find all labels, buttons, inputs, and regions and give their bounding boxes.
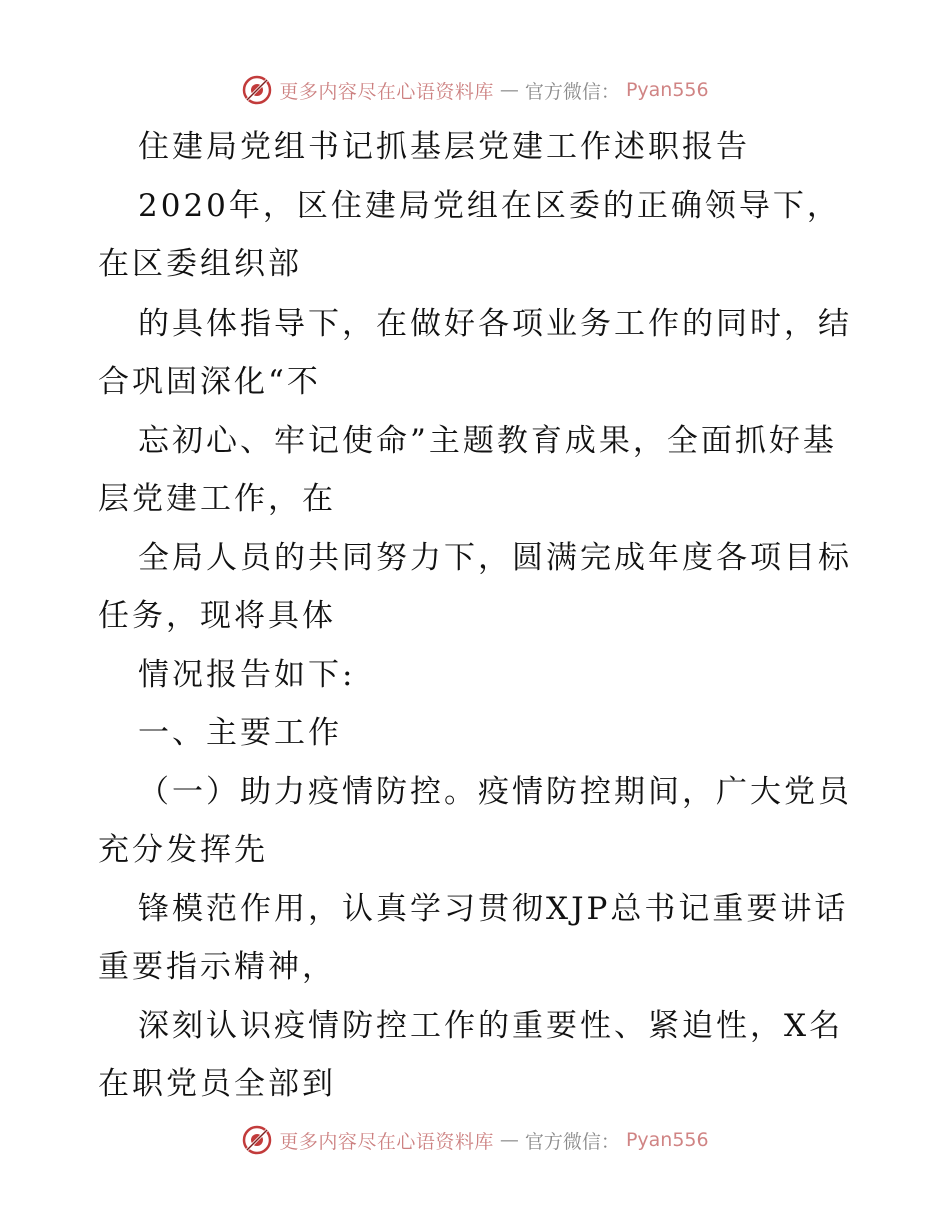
watermark-separator: —	[499, 1129, 519, 1151]
paragraph-line: 的具体指导下，在做好各项业务工作的同时，结	[138, 306, 852, 342]
paragraph-line: 锋模范作用，认真学习贯彻XJP总书记重要讲话	[138, 891, 849, 927]
paragraph-line: 全局人员的共同努力下，圆满完成年度各项目标	[138, 540, 852, 576]
watermark-separator: —	[499, 79, 519, 101]
paragraph-line: 重要指示精神，	[98, 949, 336, 985]
paragraph-line: 充分发挥先	[98, 832, 268, 868]
watermark-brand-text: 更多内容尽在心语资料库	[279, 80, 494, 103]
watermark-brand-text: 更多内容尽在心语资料库	[279, 1130, 494, 1153]
watermark-account-id: Pyan556	[625, 1129, 709, 1151]
paragraph-line: 深刻认识疫情防控工作的重要性、紧迫性，X名	[138, 1008, 844, 1044]
paragraph-line: 层党建工作，在	[98, 481, 336, 517]
paragraph-line: 忘初心、牢记使命”主题教育成果，全面抓好基	[138, 423, 837, 459]
watermark-label: 官方微信：	[524, 1130, 620, 1153]
footer-watermark	[0, 1120, 950, 1160]
paragraph-line: 在区委组织部	[98, 246, 302, 282]
quill-seal-icon	[241, 1124, 273, 1156]
document-title: 住建局党组书记抓基层党建工作述职报告	[138, 129, 750, 165]
paragraph-line: 在职党员全部到	[98, 1066, 336, 1102]
paragraph-line: 情况报告如下:	[138, 657, 356, 693]
watermark-label: 官方微信：	[524, 80, 620, 103]
subsection-heading-line: （一）助力疫情防控。疫情防控期间，广大党员	[138, 774, 852, 810]
watermark-account-id: Pyan556	[625, 79, 709, 101]
section-heading: 一、主要工作	[138, 715, 342, 751]
paragraph-line: 任务，现将具体	[98, 598, 336, 634]
paragraph-line: 合巩固深化“不	[98, 364, 321, 400]
paragraph-line: 2020年，区住建局党组在区委的正确领导下，	[138, 188, 841, 224]
